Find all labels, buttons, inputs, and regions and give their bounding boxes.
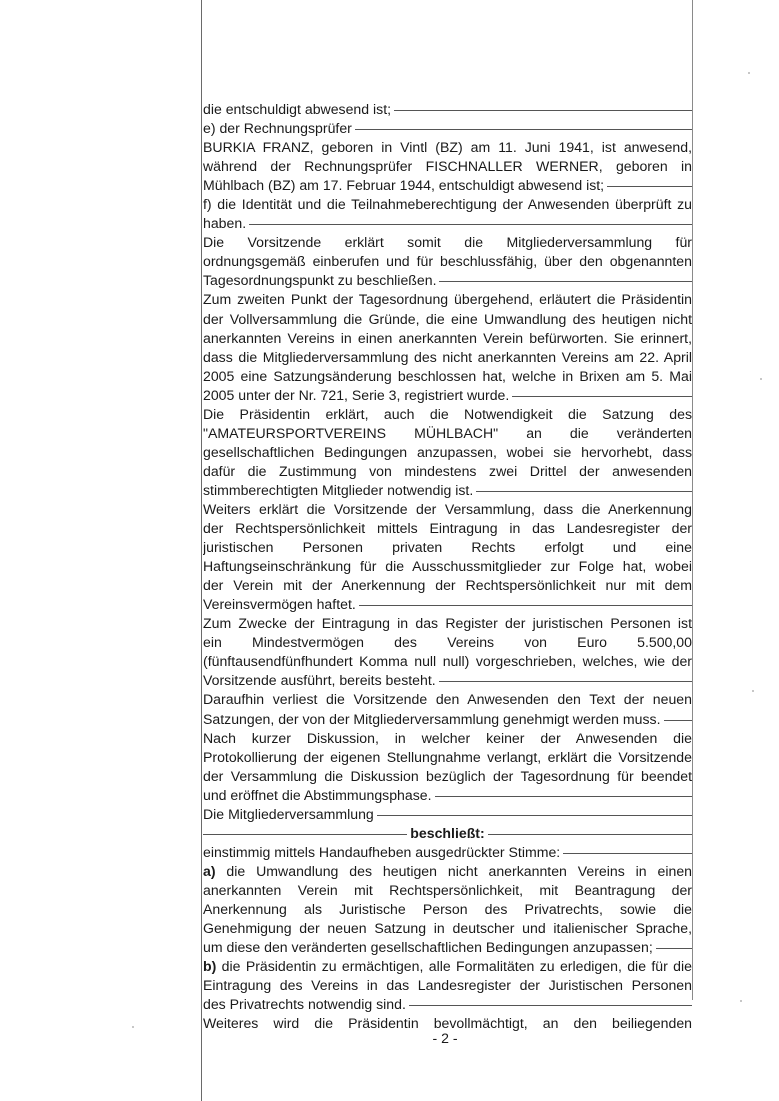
scan-speck: [752, 690, 754, 692]
text-line: Satzungen, der von der Mitgliederversammlung genehmigt werden muss.: [203, 710, 692, 729]
scan-speck: [740, 1000, 742, 1002]
text-line: Nach kurzer Diskussion, in welcher keiner der Anwesenden die: [203, 729, 692, 746]
scan-speck: [748, 72, 750, 74]
text-line: "AMATEURSPORTVEREINS MÜHLBACH" an die veränderten: [203, 424, 692, 441]
text-line: während der Rechnungsprüfer FISCHNALLER WERNER, geboren in: [203, 158, 692, 175]
text-line: Zum Zwecke der Eintragung in das Register der juristischen Personen ist: [203, 615, 692, 632]
item-a-marker: a): [203, 862, 216, 879]
text-line: des Privatrechts notwendig sind.: [203, 995, 692, 1014]
document-body: [203, 100, 692, 1033]
text-line: Vereinsvermögen haftet.: [203, 595, 692, 614]
scan-speck: [760, 378, 762, 380]
left-margin-rule: [201, 0, 202, 1101]
text-line: die entschuldigt abwesend ist;: [203, 100, 692, 119]
text-line: der Vollversammlung die Gründe, die eine Umwandlung des heutigen nicht: [203, 310, 692, 327]
text-line: Tagesordnungspunkt zu beschließen.: [203, 271, 692, 290]
text-line: Weiteres wird die Präsidentin bevollmächtigt, an den beiliegenden: [203, 1015, 692, 1032]
text-line: ordnungsgemäß einberufen und für beschlussfähig, über den obgenannten: [203, 253, 692, 270]
text-line: der Verein mit der Anerkennung der Rechtspersönlichkeit nur mit dem: [203, 577, 692, 594]
text-line: dass die Mitgliederversammlung des nicht anerkannten Vereins am 22. April: [203, 348, 692, 365]
text-line: Mühlbach (BZ) am 17. Februar 1944, entschuldigt abwesend ist;: [203, 176, 692, 195]
text-line: der Rechtspersönlichkeit mittels Eintragung in das Landesregister der: [203, 520, 692, 537]
text-line: f) die Identität und die Teilnahmeberechtigung der Anwesenden überprüft zu: [203, 196, 692, 213]
text-line: BURKIA FRANZ, geboren in Vintl (BZ) am 11. Juni 1941, ist anwesend,: [203, 139, 692, 156]
text-line: einstimmig mittels Handaufheben ausgedrückter Stimme:: [203, 843, 692, 862]
text-line: juristischen Personen privaten Rechts erfolgt und eine: [203, 539, 692, 556]
text-line: (fünftausendfünfhundert Komma null null) vorgeschrieben, welches, wie der: [203, 653, 692, 670]
text-line: Die Vorsitzende erklärt somit die Mitgliederversammlung für: [203, 234, 692, 251]
text-line: Genehmigung der neuen Satzung in deutscher und italienischer Sprache,: [203, 920, 692, 937]
text-line: Die Mitgliederversammlung: [203, 805, 692, 824]
item-b-marker: b): [203, 958, 217, 975]
text-line: 2005 unter der Nr. 721, Serie 3, registriert wurde.: [203, 386, 692, 405]
text-line: haben.: [203, 214, 692, 233]
text-line: Die Präsidentin erklärt, auch die Notwendigkeit die Satzung des: [203, 405, 692, 422]
text-line: Eintragung des Vereins in das Landesregister der Juristischen Personen: [203, 977, 692, 994]
text-line: anerkannten Vereins in einen anerkannten Verein befürworten. Sie erinnert,: [203, 329, 692, 346]
text-line: a) die Umwandlung des heutigen nicht anerkannten Vereins in einen: [203, 862, 692, 879]
text-line: stimmberechtigten Mitglieder notwendig ist.: [203, 481, 692, 500]
text-line: und eröffnet die Abstimmungsphase.: [203, 786, 692, 805]
text-line: b) die Präsidentin zu ermächtigen, alle Formalitäten zu erledigen, die für die: [203, 958, 692, 975]
text-line: um diese den veränderten gesellschaftlichen Bedingungen anzupassen;: [203, 938, 692, 957]
text-line: anerkannten Verein mit Rechtspersönlichkeit, mit Beantragung der: [203, 881, 692, 898]
text-line: Haftungseinschränkung für die Ausschussmitglieder zur Folge hat, wobei: [203, 558, 692, 575]
right-margin-rule: [692, 0, 693, 1000]
text-line: Protokollierung der eigenen Stellungnahme verlangt, erklärt die Vorsitzende: [203, 748, 692, 765]
text-line: Zum zweiten Punkt der Tagesordnung übergehend, erläutert die Präsidentin: [203, 291, 692, 308]
text-line: Anerkennung als Juristische Person des Privatrechts, sowie die: [203, 900, 692, 917]
text-line: gesellschaftlichen Bedingungen anzupassen, wobei sie hervorhebt, dass: [203, 443, 692, 460]
text-line: der Versammlung die Diskussion bezüglich der Tagesordnung für beendet: [203, 767, 692, 784]
page-number: - 2 -: [432, 1030, 458, 1046]
text-line: 2005 eine Satzungsänderung beschlossen hat, welche in Brixen am 5. Mai: [203, 367, 692, 384]
resolution-heading: beschließt:: [203, 824, 692, 843]
scan-speck: [132, 1026, 134, 1028]
text-line: e) der Rechnungsprüfer: [203, 119, 692, 138]
text-line: dafür die Zustimmung von mindestens zwei Drittel der anwesenden: [203, 462, 692, 479]
text-line: Weiters erklärt die Vorsitzende der Versammlung, dass die Anerkennung: [203, 500, 692, 517]
text-line: ein Mindestvermögen des Vereins von Euro 5.500,00: [203, 634, 692, 651]
text-line: Daraufhin verliest die Vorsitzende den Anwesenden den Text der neuen: [203, 691, 692, 708]
text-line: Vorsitzende ausführt, bereits besteht.: [203, 671, 692, 690]
